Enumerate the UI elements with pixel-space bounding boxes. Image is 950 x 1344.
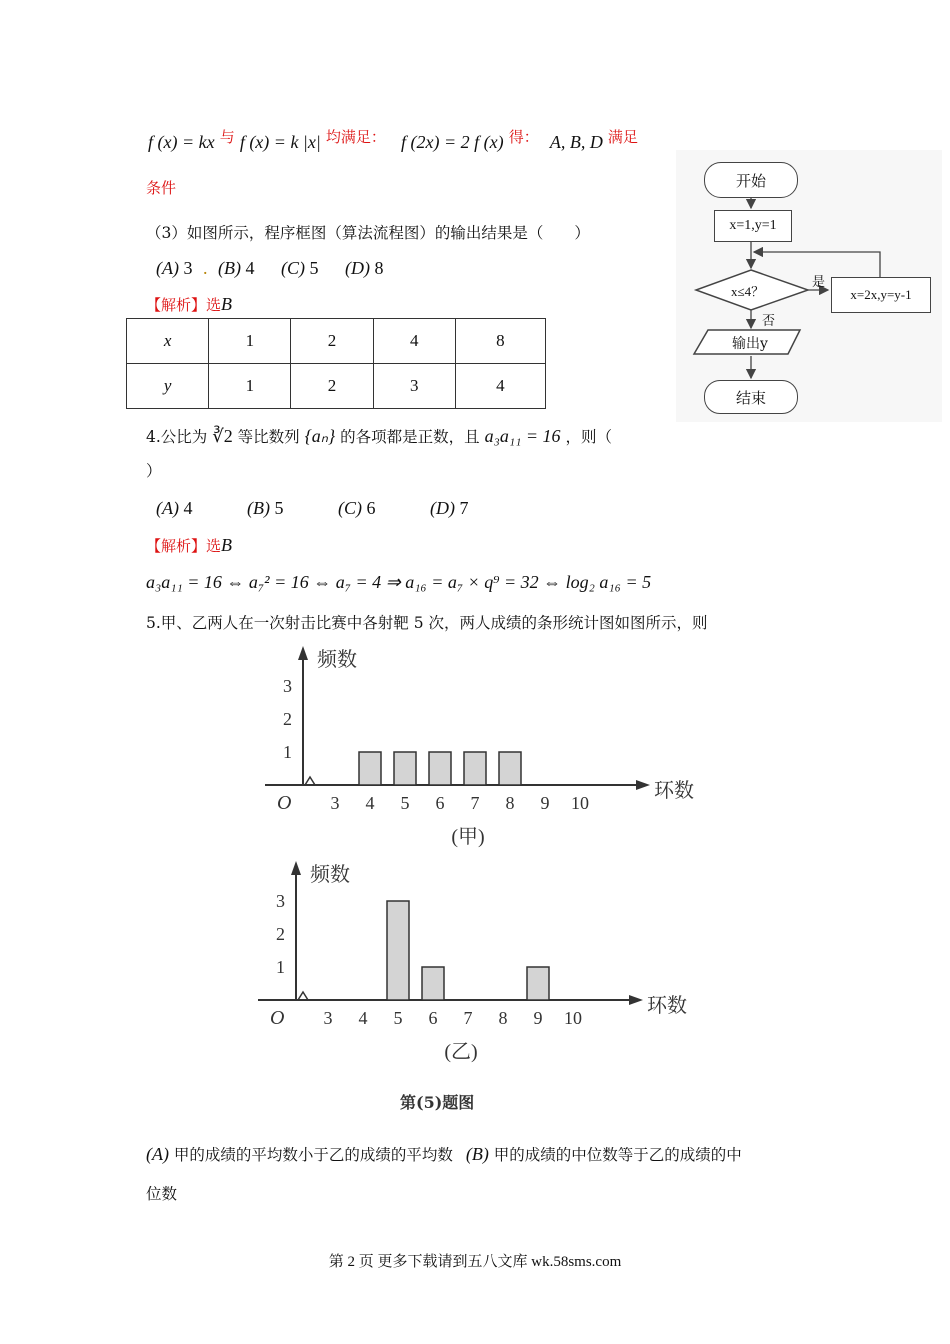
q4-options	[156, 498, 468, 519]
q3-opt-b-label: (B)	[217, 258, 241, 278]
bar	[527, 967, 549, 1000]
y-tick-label: 1	[276, 957, 285, 977]
table-cell: 1	[209, 319, 291, 364]
y-axis-label: 频数	[310, 864, 350, 886]
q5-opt-a-text: 甲的成绩的平均数小于乙的成绩的平均数	[173, 1146, 453, 1164]
flow-end: 结束	[704, 380, 798, 414]
q4-opt-c-value: 6	[366, 498, 376, 518]
q4-opt-a-label: (A)	[156, 498, 179, 518]
q5-opt-b-text: 甲的成绩的中位数等于乙的成绩的中	[493, 1146, 742, 1164]
x-tick-label: 9	[540, 793, 550, 813]
x-tick-label: 5	[400, 793, 410, 813]
y-tick-label: 2	[283, 709, 292, 729]
q4-opt-b-label: (B)	[246, 498, 270, 518]
table-head-x: x	[127, 319, 209, 364]
q3-opt-c-value: 5	[309, 258, 319, 278]
q4-seq: {aₙ}	[304, 426, 336, 446]
x-tick-label: 10	[571, 793, 589, 813]
q3-opt-a-value: 3	[183, 258, 193, 278]
y-tick-label: 3	[276, 891, 285, 911]
jiexi-label: 【解析】	[146, 296, 207, 314]
bar-chart-yi	[258, 855, 688, 1070]
bar	[387, 901, 409, 1000]
x-tick-label: 7	[463, 1008, 473, 1028]
y-axis-label: 频数	[317, 649, 357, 671]
x-axis-label: 环数	[647, 995, 687, 1017]
q4-text-d: ，则（	[565, 428, 612, 446]
q3-opt-d-label: (D)	[344, 258, 370, 278]
x-tick-label: 10	[564, 1008, 582, 1028]
x-tick-label: 5	[393, 1008, 403, 1028]
table-row	[127, 319, 546, 364]
text-yu: 与	[219, 128, 235, 146]
q5-opt-b-cont: 位数	[146, 1185, 178, 1203]
table-cell: 3	[373, 364, 455, 409]
q3-opt-c-label: (C)	[280, 258, 305, 278]
q4-text	[146, 425, 666, 447]
chart-title: (乙)	[444, 1041, 478, 1063]
bar	[429, 752, 451, 785]
y-axis-arrow	[298, 646, 308, 660]
formula-abd: A, B, D	[549, 132, 603, 152]
x-tick-label: 9	[533, 1008, 543, 1028]
q3-options	[156, 258, 383, 279]
table-cell: 1	[209, 364, 291, 409]
table-cell: 2	[291, 319, 373, 364]
x-axis-arrow	[636, 780, 650, 790]
axis-break	[298, 992, 308, 1000]
q4-derivation: a₃a₁₁ = 16 ⇔ a₇² = 16 ⇔ a₇ = 4 ⇒ a₁₆ = a₇ × q⁹ = 32 ⇔ log₂ a₁₆ = 5	[146, 572, 652, 592]
x-axis-label: 环数	[654, 780, 694, 802]
q4-cond: a₃a₁₁ = 16	[484, 426, 561, 446]
q3-text: （3）如图所示，程序框图（算法流程图）的输出结果是（ ）	[146, 224, 590, 242]
bar	[394, 752, 416, 785]
q4-text-b: 等比数列	[237, 428, 300, 446]
x-tick-label: 6	[435, 793, 445, 813]
q4-opt-a-value: 4	[183, 498, 193, 518]
origin-label: O	[277, 792, 292, 814]
text-manzu: 满足	[607, 128, 638, 146]
q5-text: 5.甲、乙两人在一次射击比赛中各射靶 5 次，两人成绩的条形统计图如图所示，则	[146, 614, 708, 632]
text-de: 得：	[508, 128, 539, 146]
table-cell: 2	[291, 364, 373, 409]
dot-mark: .	[202, 258, 208, 278]
x-tick-label: 8	[498, 1008, 508, 1028]
q4-text-a: 4.公比为	[146, 428, 208, 446]
x-tick-label: 6	[428, 1008, 438, 1028]
q4-opt-b-value: 5	[274, 498, 284, 518]
q4-root: ∛2	[212, 426, 233, 446]
x-tick-label: 4	[365, 793, 375, 813]
page-footer: 第 2 页 更多下载请到五八文库 wk.58sms.com	[328, 1254, 622, 1270]
table-head-y: y	[127, 364, 209, 409]
jiexi-label: 【解析】	[146, 537, 207, 555]
x-axis-arrow	[629, 995, 643, 1005]
bar	[422, 967, 444, 1000]
y-axis-arrow	[291, 861, 301, 875]
bar	[359, 752, 381, 785]
bar-chart-jia	[265, 640, 695, 855]
flow-output: 输出y	[732, 336, 768, 352]
q3-opt-b-value: 4	[245, 258, 255, 278]
bar	[464, 752, 486, 785]
xy-table	[126, 318, 546, 409]
q4-opt-d-label: (D)	[429, 498, 455, 518]
table-cell: 4	[373, 319, 455, 364]
flow-start: 开始	[704, 162, 798, 198]
formula-f2x: f (2x) = 2 f (x)	[401, 132, 504, 152]
text-tiaojian: 条件	[146, 179, 177, 197]
flow-update: x=2x,y=y-1	[831, 277, 931, 313]
x-tick-label: 3	[330, 793, 340, 813]
x-tick-label: 8	[505, 793, 515, 813]
q3-answer: B	[221, 294, 233, 314]
q5-opt-a-label: (A)	[146, 1144, 169, 1164]
q4-answer: B	[221, 535, 233, 555]
q3-analysis	[146, 294, 232, 315]
table-cell: 8	[455, 319, 545, 364]
q4-text-c: 的各项都是正数，且	[340, 428, 480, 446]
formula-f-abs: f (x) = k |x|	[239, 132, 321, 152]
line1	[148, 128, 678, 153]
xuan-label: 选	[206, 537, 222, 555]
flow-yes: 是	[812, 275, 826, 290]
table-cell: 4	[455, 364, 545, 409]
flow-condition: x≤4？	[731, 284, 765, 299]
x-tick-label: 4	[358, 1008, 368, 1028]
x-tick-label: 3	[323, 1008, 333, 1028]
formula-f-kx: f (x) = kx	[148, 132, 215, 152]
y-tick-label: 3	[283, 676, 292, 696]
flow-no: 否	[762, 314, 776, 329]
q4-opt-c-label: (C)	[337, 498, 362, 518]
y-tick-label: 1	[283, 742, 292, 762]
bar	[499, 752, 521, 785]
q4-close: ）	[146, 462, 162, 480]
chart-title: (甲)	[451, 826, 485, 848]
y-tick-label: 2	[276, 924, 285, 944]
text-junmanzu: 均满足：	[325, 128, 386, 146]
axis-break	[305, 777, 315, 785]
flow-init: x=1,y=1	[714, 210, 792, 242]
figure-caption: 第(5)题图	[400, 1093, 475, 1112]
q4-opt-d-value: 7	[459, 498, 469, 518]
flowchart	[676, 150, 942, 422]
q3-opt-d-value: 8	[374, 258, 384, 278]
origin-label: O	[270, 1007, 285, 1029]
q4-analysis	[146, 535, 232, 556]
x-tick-label: 7	[470, 793, 480, 813]
q5-opt-b-label: (B)	[465, 1144, 489, 1164]
q5-options-line	[146, 1143, 742, 1165]
xuan-label: 选	[206, 296, 222, 314]
table-row	[127, 364, 546, 409]
q3-opt-a-label: (A)	[156, 258, 179, 278]
